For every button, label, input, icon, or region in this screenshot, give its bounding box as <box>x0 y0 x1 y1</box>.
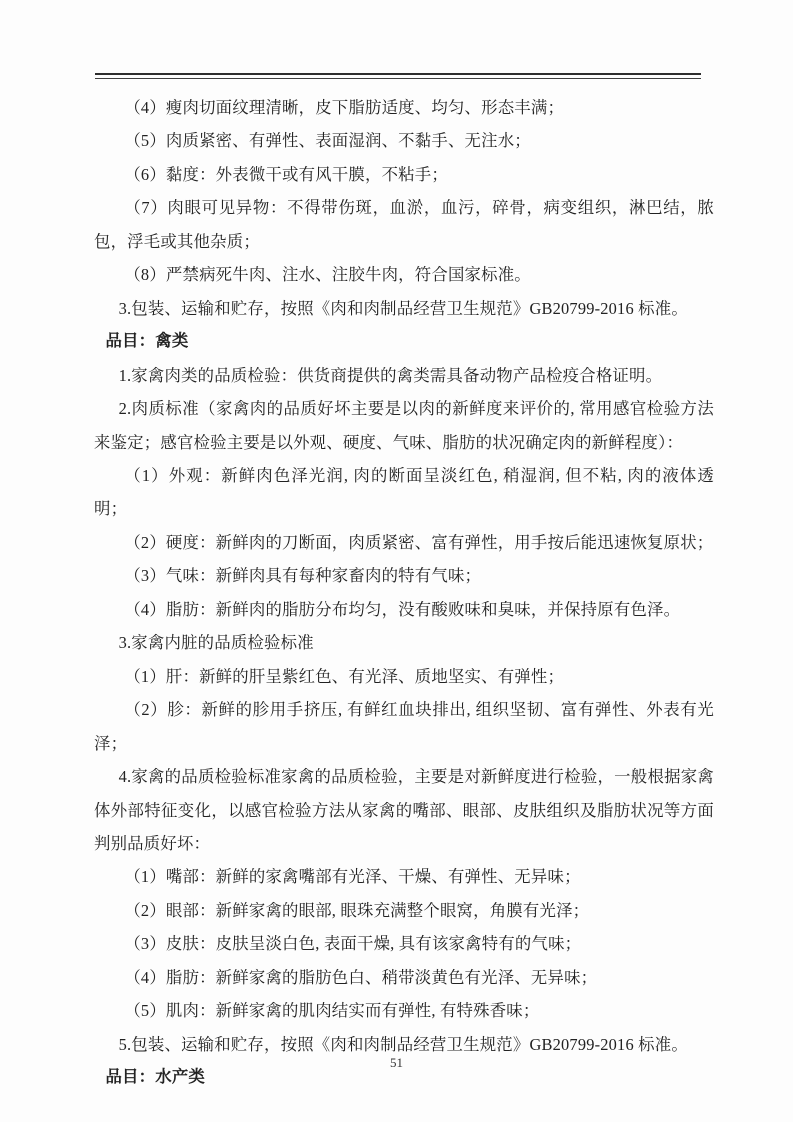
beef-item-8: （8）严禁病死牛肉、注水、注胶牛肉，符合国家标准。 <box>124 265 531 285</box>
poultry-muscle-item: （5）肌肉：新鲜家禽的肌肉结实而有弹性, 有特殊香味； <box>124 1001 540 1021</box>
poultry-point-3: 3.家禽内脏的品质检验标准 <box>118 633 314 653</box>
beef-item-7: （7）肉眼可见异物：不得带伤斑，血淤，血污，碎骨，病变组织，淋巴结，脓包，浮毛或其他杂质； <box>94 198 714 251</box>
document-content <box>94 91 714 1095</box>
header-double-rule <box>95 73 701 79</box>
beef-item-5: （5）肉质紧密、有弹性、表面湿润、不黏手、无注水； <box>124 131 531 151</box>
poultry-hardness-item: （2）硬度：新鲜肉的刀断面，肉质紧密、富有弹性，用手按后能迅速恢复原状； <box>124 532 714 552</box>
poultry-point-1: 1.家禽肉类的品质检验：供货商提供的禽类需具备动物产品检疫合格证明。 <box>118 365 663 385</box>
page-number: 51 <box>390 1055 403 1070</box>
offal-liver-item: （1）肝：新鲜的肝呈紫红色、有光泽、质地坚实、有弹性； <box>124 666 565 686</box>
heading-poultry: 品目：禽类 <box>105 332 189 351</box>
poultry-skin-item: （3）皮肤：皮肤呈淡白色, 表面干燥, 具有该家禽特有的气味； <box>124 934 582 954</box>
poultry-packing-note: 5.包装、运输和贮存，按照《肉和肉制品经营卫生规范》GB20799-2016 标准。 <box>118 1034 688 1054</box>
heading-aquatic: 品目：水产类 <box>105 1068 206 1087</box>
offal-gizzard-item: （2）胗：新鲜的胗用手挤压, 有鲜红血块排出, 组织坚韧、富有弹性、外表有光泽； <box>94 700 714 753</box>
poultry-fat-item: （4）脂肪：新鲜肉的脂肪分布均匀，没有酸败味和臭味，并保持原有色泽。 <box>124 599 681 619</box>
poultry-point-4: 4.家禽的品质检验标准家禽的品质检验，主要是对新鲜度进行检验，一般根据家禽体外部特征变化，以感官检验方法从家禽的嘴部、眼部、皮肤组织及脂肪状况等方面判别品质好坏： <box>94 767 714 853</box>
poultry-fat-color-item: （4）脂肪：新鲜家禽的脂肪色白、稍带淡黄色有光泽、无异味； <box>124 967 598 987</box>
poultry-beak-item: （1）嘴部：新鲜的家禽嘴部有光泽、干燥、有弹性、无异味； <box>124 867 581 887</box>
beef-packing-note: 3.包装、运输和贮存，按照《肉和肉制品经营卫生规范》GB20799-2016 标准。 <box>118 298 688 318</box>
poultry-point-2: 2.肉质标准（家禽肉的品质好坏主要是以肉的新鲜度来评价的, 常用感官检验方法来鉴定；感官检验主要是以外观、硬度、气味、脂肪的状况确定肉的新鲜程度）： <box>94 399 714 452</box>
beef-item-4: （4）瘦肉切面纹理清晰，皮下脂肪适度、均匀、形态丰满； <box>124 98 565 117</box>
poultry-odor-item: （3）气味：新鲜肉具有每种家畜肉的特有气味； <box>124 566 482 586</box>
poultry-eye-item: （2）眼部：新鲜家禽的眼部, 眼珠充满整个眼窝，角膜有光泽； <box>124 900 590 920</box>
beef-item-6: （6）黏度：外表微干或有风干膜，不粘手； <box>124 164 448 184</box>
poultry-appearance-item: （1）外观：新鲜肉色泽光润, 肉的断面呈淡红色, 稍湿润, 但不粘, 肉的液体透明； <box>94 465 714 519</box>
